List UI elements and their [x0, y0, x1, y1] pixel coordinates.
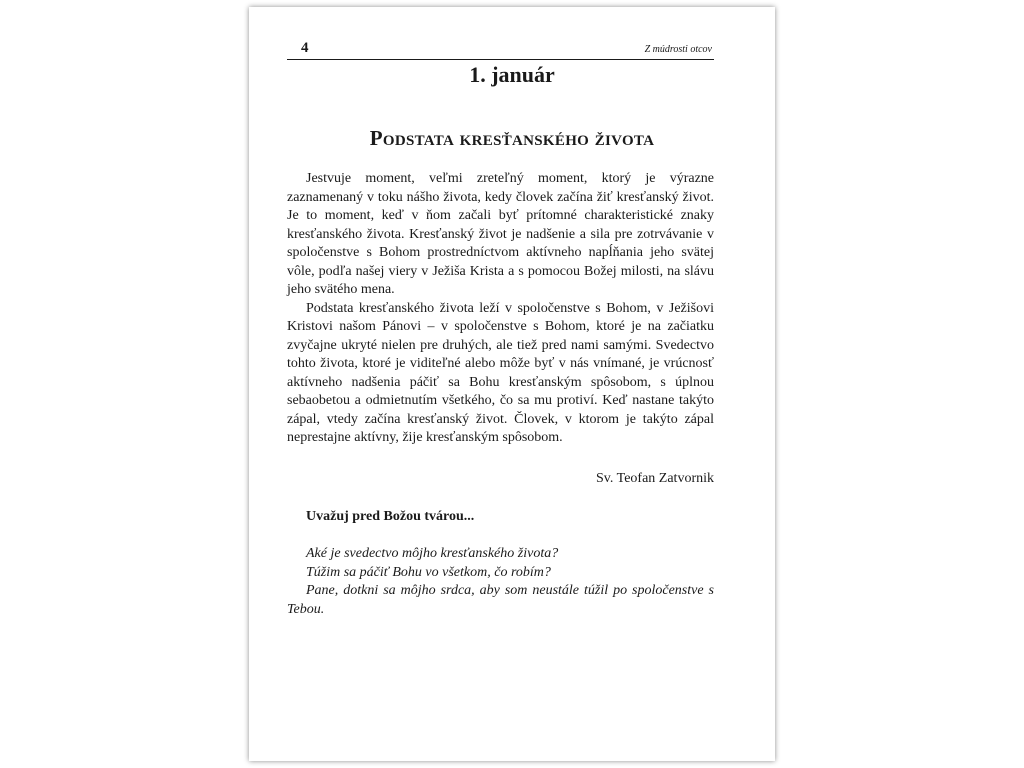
reflection-heading: Uvažuj pred Božou tvárou... [306, 509, 475, 524]
page-number: 4 [301, 40, 309, 56]
running-title: Z múdrosti otcov [644, 44, 712, 55]
chapter-title: Podstata kresťanského života [369, 126, 655, 150]
page-header [287, 39, 714, 60]
date-title: 1. január [469, 62, 555, 87]
reflection-prayers [287, 545, 714, 619]
author-attribution: Sv. Teofan Zatvornik [596, 471, 714, 486]
body-text [287, 170, 714, 448]
prayer-line: Aké je svedectvo môjho kresťanského života? [306, 546, 559, 561]
prayer-line: Pane, dotkni sa môjho srdca, aby som neustále túžil po spoločenstve s Tebou. [287, 583, 714, 617]
prayer-line: Túžim sa páčiť Bohu vo všetkom, čo robím? [306, 564, 551, 580]
paragraph: Podstata kresťanského života leží v spoločenstve s Bohom, v Ježišovi Kristovi našom Pánovi – v spoločenstve s Bohom, ktoré je na začiatku zvyčajne ukryté nielen pre druhých, ale tiež pred nami samými. Svedectvo tohto života, ktoré je viditeľné alebo môže byť v nás vnímané, je vrúcnosť aktívneho nadšenia páčiť sa Bohu kresťanským spôsobom, s úplnou sebaobetou a odmietnutím všetkého, čo sa mu protiví. Keď nastane takýto zápal, vtedy začína kresťanský život. Človek, v ktorom je takýto zápal neprestajne aktívny, žije kresťanským spôsobom. [287, 300, 714, 445]
paragraph: Jestvuje moment, veľmi zreteľný moment, ktorý je výrazne zaznamenaný v toku nášho života, kedy človek začína žiť kresťanský život. Je to moment, keď v ňom začali byť prítomné charakteristické znaky kresťanského života. Kresťanský život je nadšenie a sila pre zotrvávanie v spoločenstve s Bohom prostredníctvom aktívneho napĺňania jeho svätej vôle, podľa našej viery v Ježiša Krista a s pomocou Božej milosti, na slávu jeho svätého mena. [287, 171, 714, 297]
book-page [249, 7, 775, 761]
